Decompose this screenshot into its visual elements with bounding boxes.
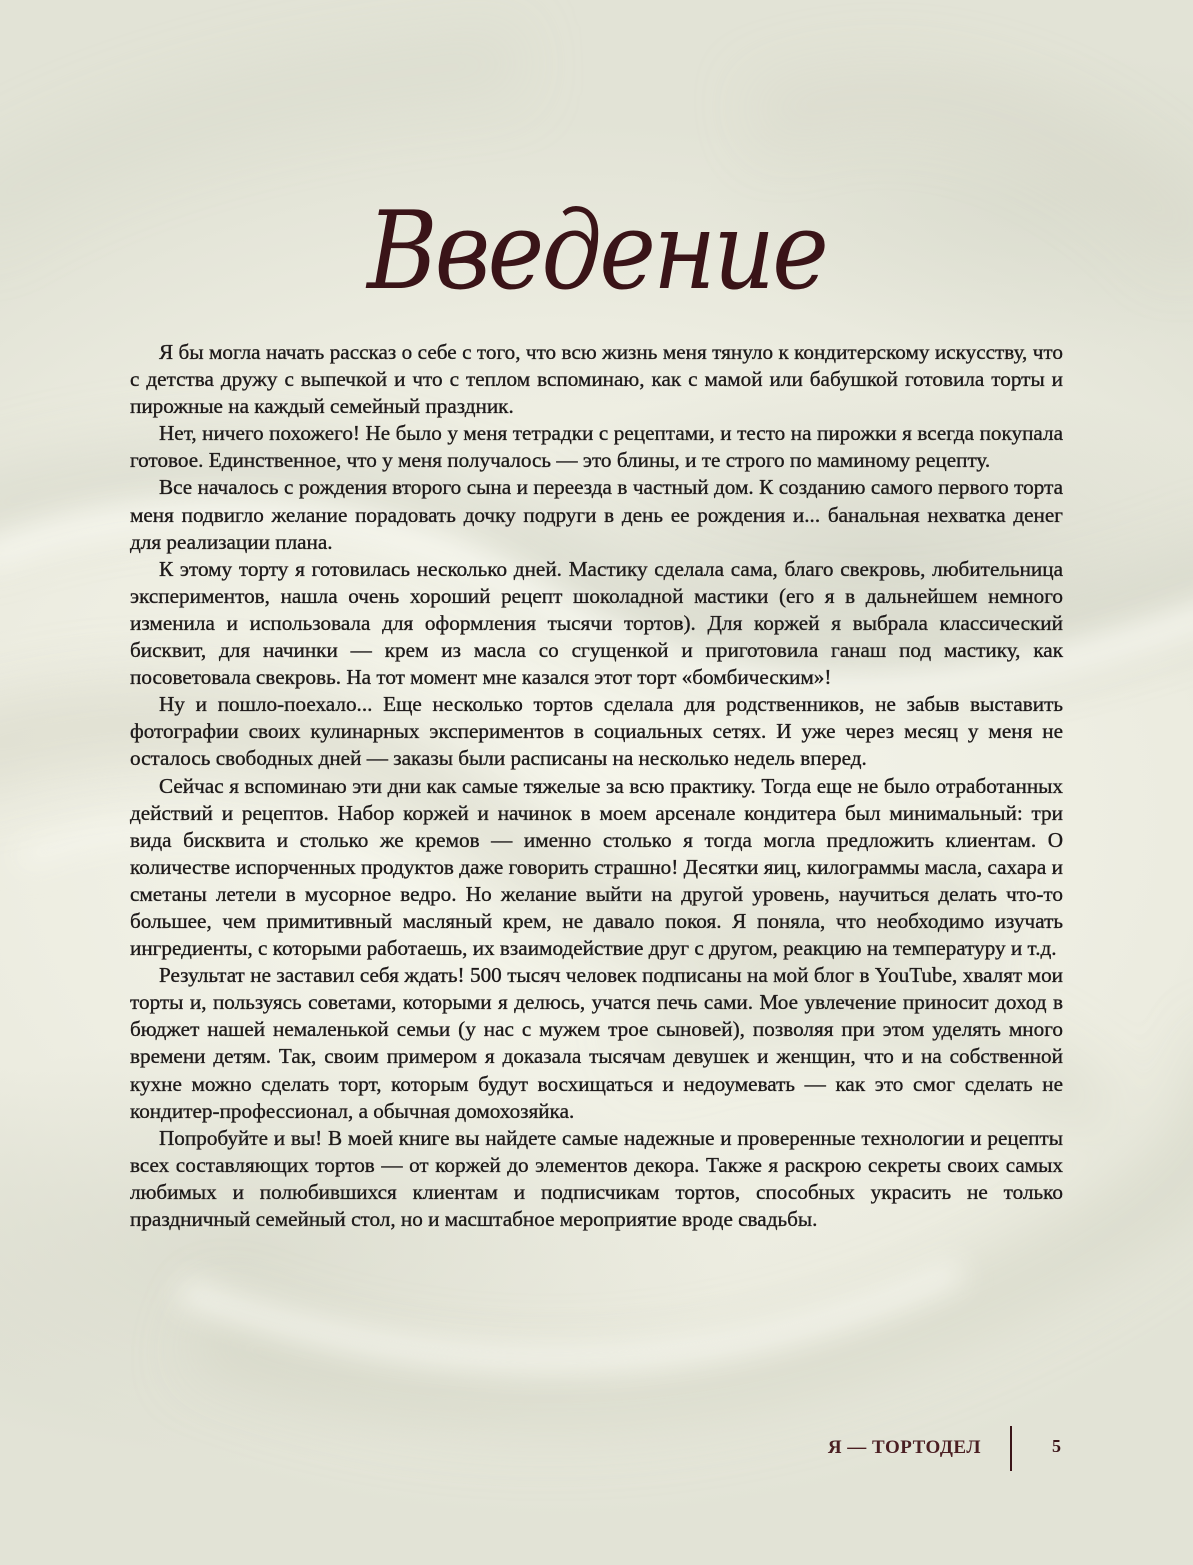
paragraph: К этому торту я готовилась несколько дней. Мастику сделала сама, благо свекровь, любительница экспериментов, нашла очень хороший рецепт шоколадной мастики (его я в дальнейшем немного изменила и использовала для оформления тысячи тортов). Для коржей я выбрала классический бисквит, для начинки — крем из масла со сгущенкой и приготовила ганаш под мастику, как посоветовала свекровь. На тот момент мне казался этот торт «бомбическим»!	[130, 556, 1063, 690]
running-footer-title: Я — ТОРТОДЕЛ	[827, 1437, 981, 1458]
paragraph: Я бы могла начать рассказ о себе с того, что всю жизнь меня тянуло к кондитерскому искусству, что с детства дружу с выпечкой и что с теплом вспоминаю, как с мамой или бабушкой готовила торты и пирожные на каждый семейный праздник.	[130, 340, 1063, 419]
paragraph: Результат не заставил себя ждать! 500 тысяч человек подписаны на мой блог в YouTube, хвалят мои торты и, пользуясь советами, которыми я делюсь, учатся печь сами. Мое увлечение приносит доход в бюджет нашей немаленькой семьи (у нас с мужем трое сыновей), позволяя при этом уделять много времени детям. Так, своим примером я доказала тысячам девушек и женщин, что и на собственной кухне можно сделать торт, которым будут восхищаться и недоумевать — как это смог сделать не кондитер-профессионал, а обычная домохозяйка.	[130, 963, 1063, 1123]
footer-divider	[1010, 1426, 1012, 1471]
paragraph: Ну и пошло-поехало... Еще несколько тортов сделала для родственников, не забыв выставить фотографии своих кулинарных экспериментов в социальных сетях. И уже через месяц у меня не осталось свободных дней — заказы были расписаны на несколько недель вперед.	[130, 692, 1063, 771]
paragraph: Сейчас я вспоминаю эти дни как самые тяжелые за всю практику. Тогда еще не было отработанных действий и рецептов. Набор коржей и начинок в моем арсенале кондитера был минимальный: три вида бисквита и столько же кремов — именно столько я тогда могла предложить клиентам. О количестве испорченных продуктов даже говорить страшно! Десятки яиц, килограммы масла, сахара и сметаны летели в мусорное ведро. Но желание выйти на другой уровень, научиться делать что-то большее, чем примитивный масляный крем, не давало покоя. Я поняла, что необходимо изучать ингредиенты, с которыми работаешь, их взаимодействие друг с другом, реакцию на температуру и т.д.	[130, 773, 1063, 961]
paragraph: Попробуйте и вы! В моей книге вы найдете самые надежные и проверенные технологии и рецепты всех составляющих тортов — от коржей до элементов декора. Также я раскрою секреты своих самых любимых и полюбившихся клиентам и подписчикам тортов, способных украсить не только праздничный семейный стол, но и масштабное мероприятие вроде свадьбы.	[130, 1125, 1063, 1231]
page-number: 5	[1052, 1436, 1061, 1456]
paragraph: Все началось с рождения второго сына и переезда в частный дом. К созданию самого первого торта меня подвигло желание порадовать дочку подруги в день ее рождения и... банальная нехватка денег для реализации плана.	[130, 475, 1063, 554]
intro-body	[130, 339, 1063, 1233]
paragraph: Нет, ничего похожего! Не было у меня тетрадки с рецептами, и тесто на пирожки я всегда покупала готовое. Единственное, что у меня получалось — это блины, и те строго по маминому рецепту.	[130, 421, 1063, 473]
page-title: Введение	[367, 188, 826, 314]
